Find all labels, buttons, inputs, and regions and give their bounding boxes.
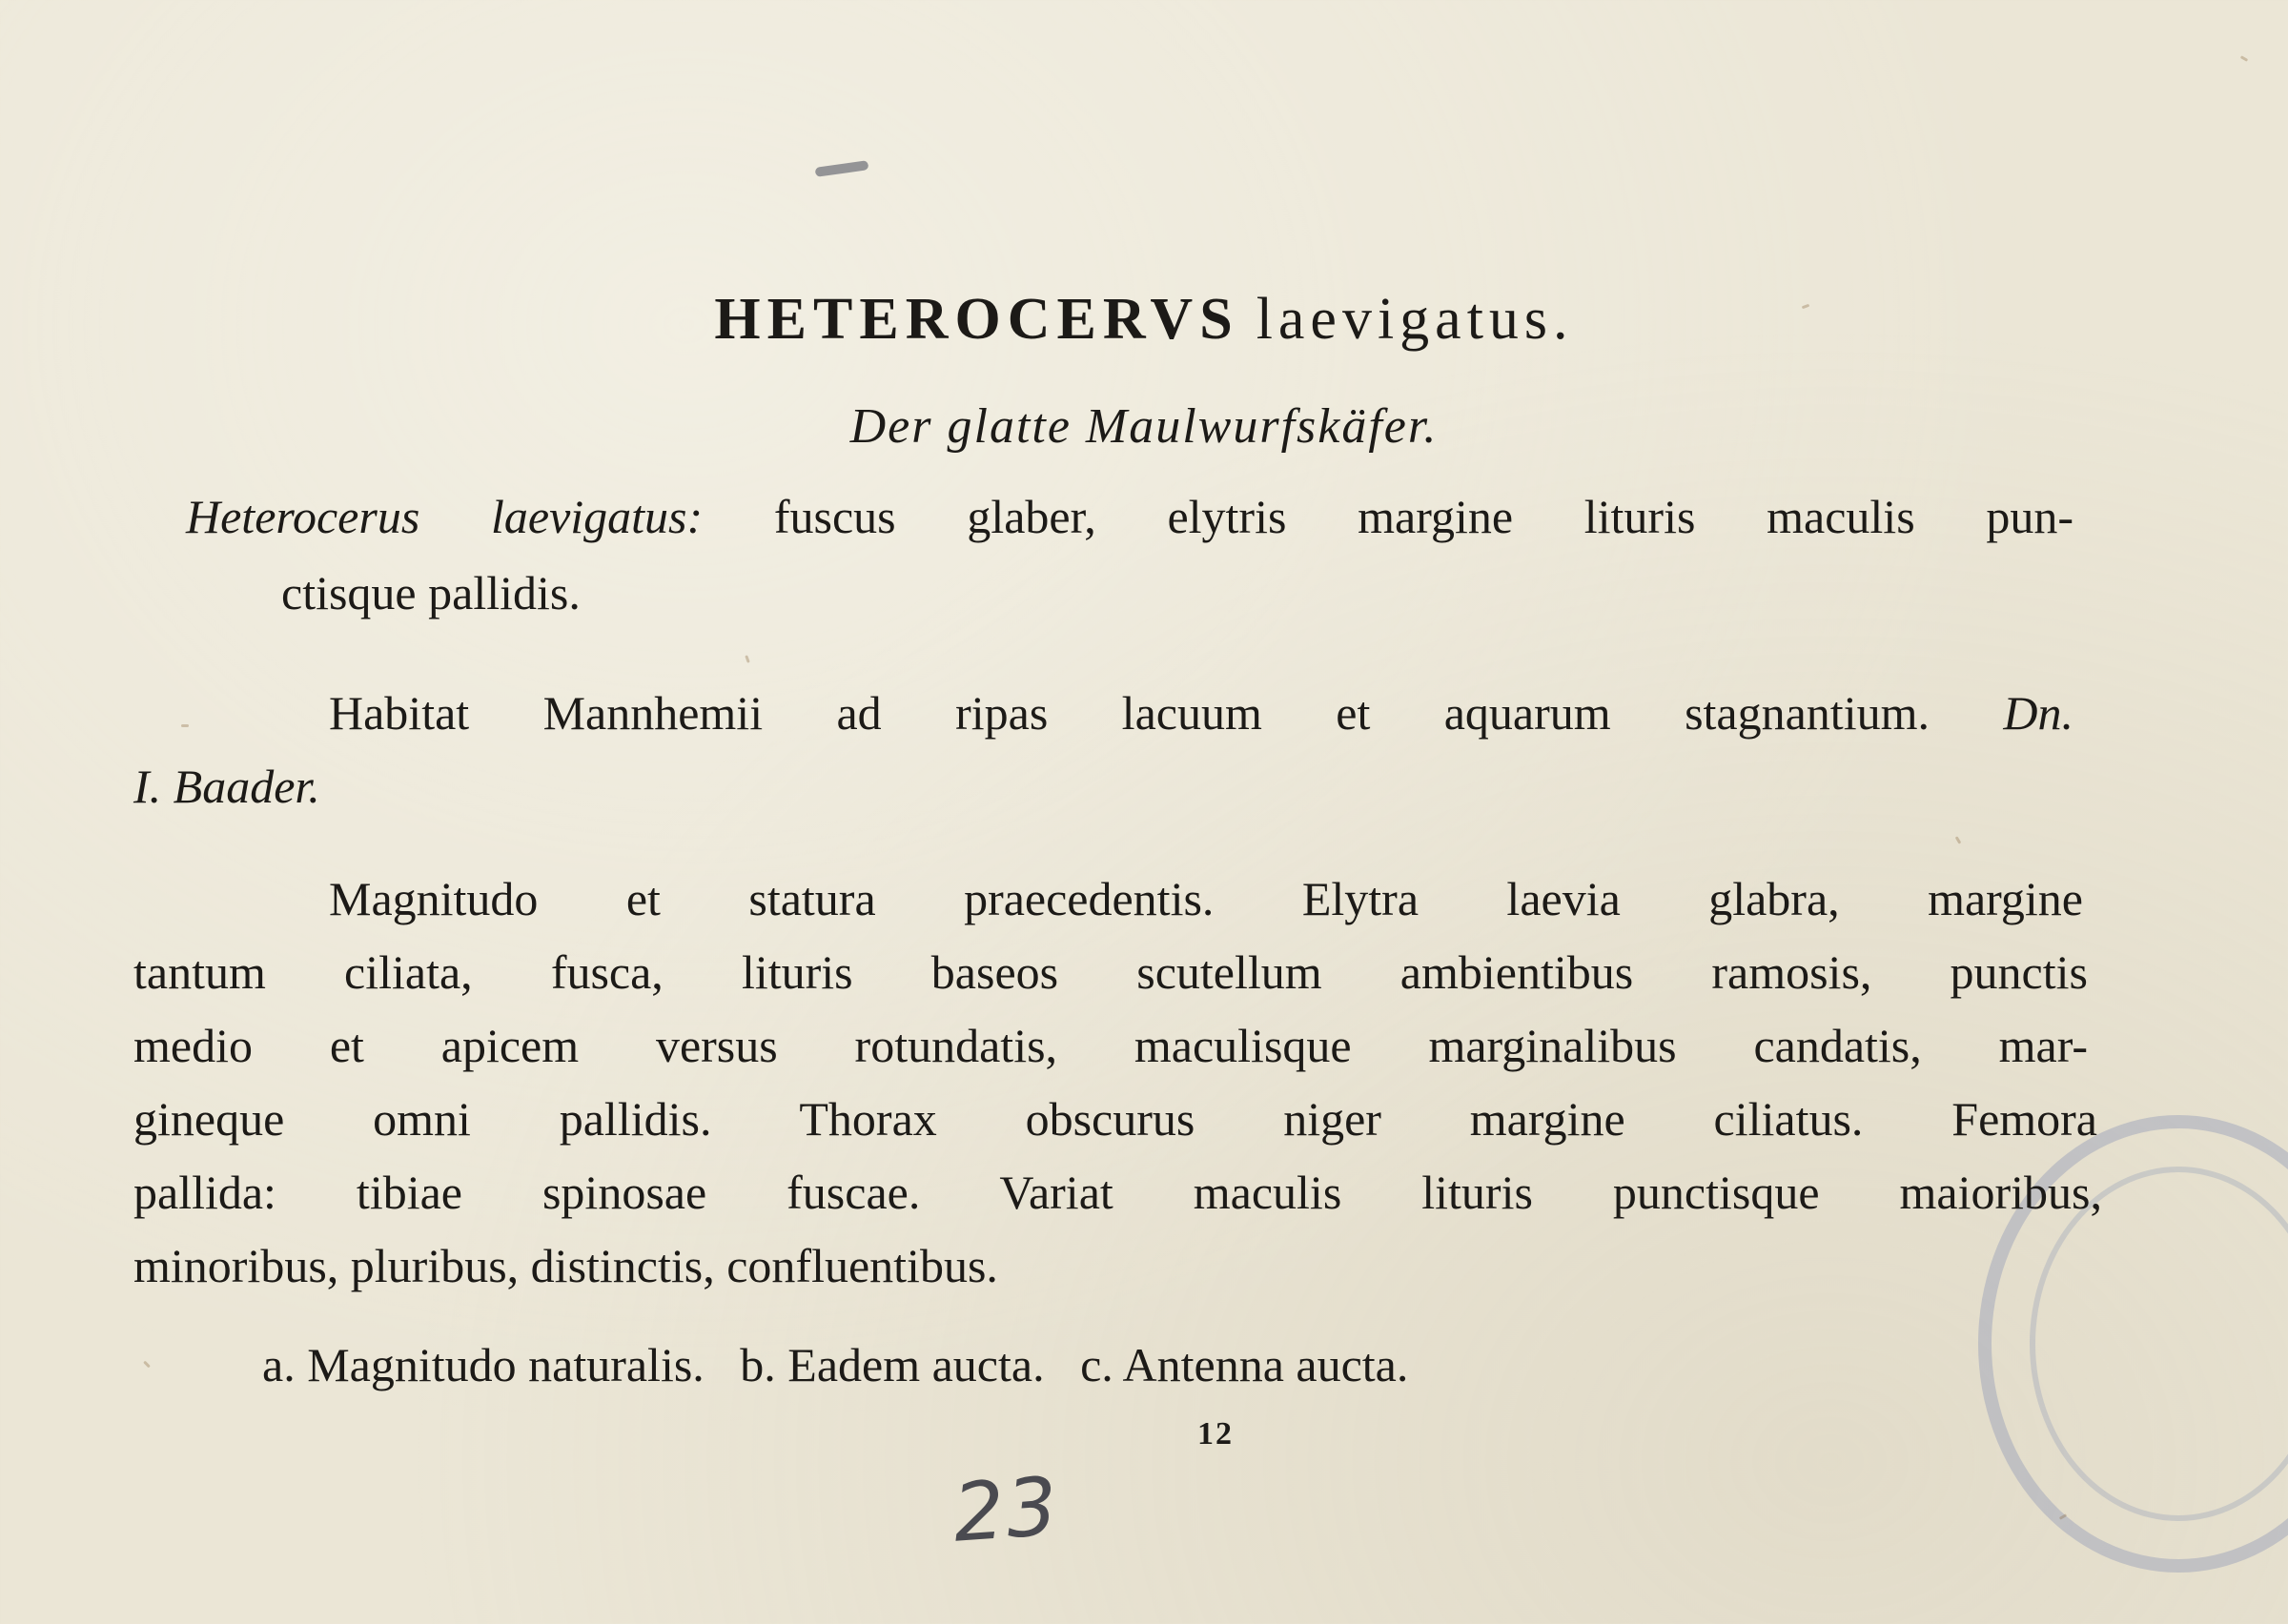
paper-speck	[2240, 55, 2248, 62]
description-line-4: gineque omni pallidis. Thorax obscurus niger margine ciliatus. Femora	[133, 1092, 2097, 1146]
ink-smudge	[815, 160, 869, 177]
diagnosis-line-1	[186, 488, 2074, 545]
page-number: 12	[1197, 1416, 1234, 1451]
title-genus: HETEROCERVS	[714, 287, 1239, 352]
paper-speck	[181, 724, 189, 727]
description-line-6: minoribus, pluribus, distinctis, confluentibus.	[133, 1239, 998, 1292]
habitat-collector-title: Dn.	[2003, 686, 2074, 740]
habitat-line-1	[329, 684, 2074, 741]
habitat-collector-name: I. Baader.	[133, 760, 320, 813]
paper-speck	[745, 655, 750, 663]
paper-speck	[143, 1361, 151, 1369]
description-line-2: tantum ciliata, fusca, lituris baseos scutellum ambientibus ramosis, punctis	[133, 945, 2088, 999]
diagnosis-line-2: ctisque pallidis.	[281, 566, 581, 619]
common-name: Der glatte Maulwurfskäfer.	[849, 399, 1439, 454]
title-species: laevigatus.	[1256, 287, 1574, 352]
description-line-3: medio et apicem versus rotundatis, maculisque marginalibus candatis, mar-	[133, 1019, 2088, 1072]
description-line-1: Magnitudo et statura praecedentis. Elytra laevia glabra, margine	[329, 872, 2083, 925]
species-title	[0, 286, 2288, 354]
figure-caption: a. Magnitudo naturalis. b. Eadem aucta. c. Antenna aucta.	[262, 1338, 1409, 1391]
habitat-text: Habitat Mannhemii ad ripas lacuum et aquarum stagnantium.	[329, 686, 1930, 740]
diagnosis-name: Heterocerus laevigatus:	[186, 490, 704, 543]
handwritten-number: 23	[950, 1459, 1063, 1560]
description-line-5: pallida: tibiae spinosae fuscae. Variat maculis lituris punctisque maioribus,	[133, 1166, 2102, 1219]
diagnosis-text-1: fuscus glaber, elytris margine lituris maculis pun-	[773, 490, 2074, 543]
paper-speck	[1955, 836, 1962, 843]
